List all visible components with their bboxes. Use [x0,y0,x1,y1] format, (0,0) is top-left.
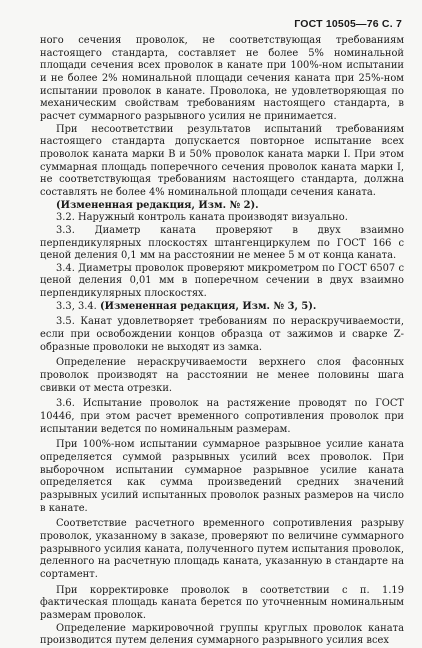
paragraph: Определение маркировочной группы круглых проволок каната производится путем деления суммарного разрывного усилия всех [40,622,404,647]
document-body [40,35,404,648]
paragraph: При корректировке проволок в соответствии с п. 1.19 фактическая площадь каната берется по уточненным номинальным размерам проволок. [40,584,404,621]
paragraph: При 100%-ном испытании суммарное разрывное усилие каната определяется суммой разрывных усилий всех проволок. При выборочном испытании суммарное разрывное усилие каната определяется как сумма произведений средних значений разрывных усилий испытанных проволок разных размеров на число в канате. [40,439,404,514]
paragraph: 3.2. Наружный контроль каната производят визуально. [56,212,348,224]
paragraph: 3.3. Диаметр каната проверяют в двух взаимно перпендикулярных плоскостях штангенциркулем по ГОСТ 166 с ценой деления 0,1 мм на расстоянии не менее 5 м от конца каната. [40,224,404,262]
paragraph: 3.3, 3.4. (Измененная редакция, Изм. № 3, 5). [56,300,317,312]
paragraph: 3.6. Испытание проволок на растяжение проводят по ГОСТ 10446, при этом расчет временного сопротивления проволок при испытании ведется по номинальным размерам. [40,398,404,435]
paragraph: ного сечения проволок, не соответствующая требованиям настоящего стандарта, составляет не более 5% номинальной площади сечения всех проволок в канате при 100%-ном испытании и не более 2% номинальной площади сечения каната при 25%-ном испытании проволок в канате. Проволока, не удовлетворяющая по механическим свойствам требованиям настоящего стандарта, в расчет суммарного разрывного усилия не принимается. [40,35,404,122]
paragraph: Соответствие расчетного временного сопротивления разрыву проволок, указанному в заказе, проверяют по величине суммарного разрывного усилия каната, полученного путем испытания проволок, деленного на расчетную площадь каната, указанную в стандарте на сортамент. [40,518,404,580]
paragraph: (Измененная редакция, Изм. № 2). [56,199,259,211]
paragraph: 3.4. Диаметры проволок проверяют микрометром по ГОСТ 6507 с ценой деления 0,01 мм в поперечном сечении в двух взаимно перпендикулярных плоскостях. [40,262,404,300]
paragraph: 3.5. Канат удовлетворяет требованиям по нераскручиваемости, если при освобождении концов образца от зажимов и сварке Z-образные проволоки не выходят из замка. [40,316,404,353]
paragraph: При несоответствии результатов испытаний требованиям настоящего стандарта допускается повторное испытание всех проволок каната марки В и 50% проволок каната марки I. При этом суммарная площадь поперечного сечения проволок каната марки I, не соответствующая требованиям настоящего стандарта, должна составлять не более 4% номинальной площади сечения каната. [40,123,404,198]
page-header: ГОСТ 10505—76 С. 7 [294,18,402,30]
paragraph: Определение нераскручиваемости верхнего слоя фасонных проволок производят на расстоянии не менее половины шага свивки от места отрезки. [40,357,404,394]
